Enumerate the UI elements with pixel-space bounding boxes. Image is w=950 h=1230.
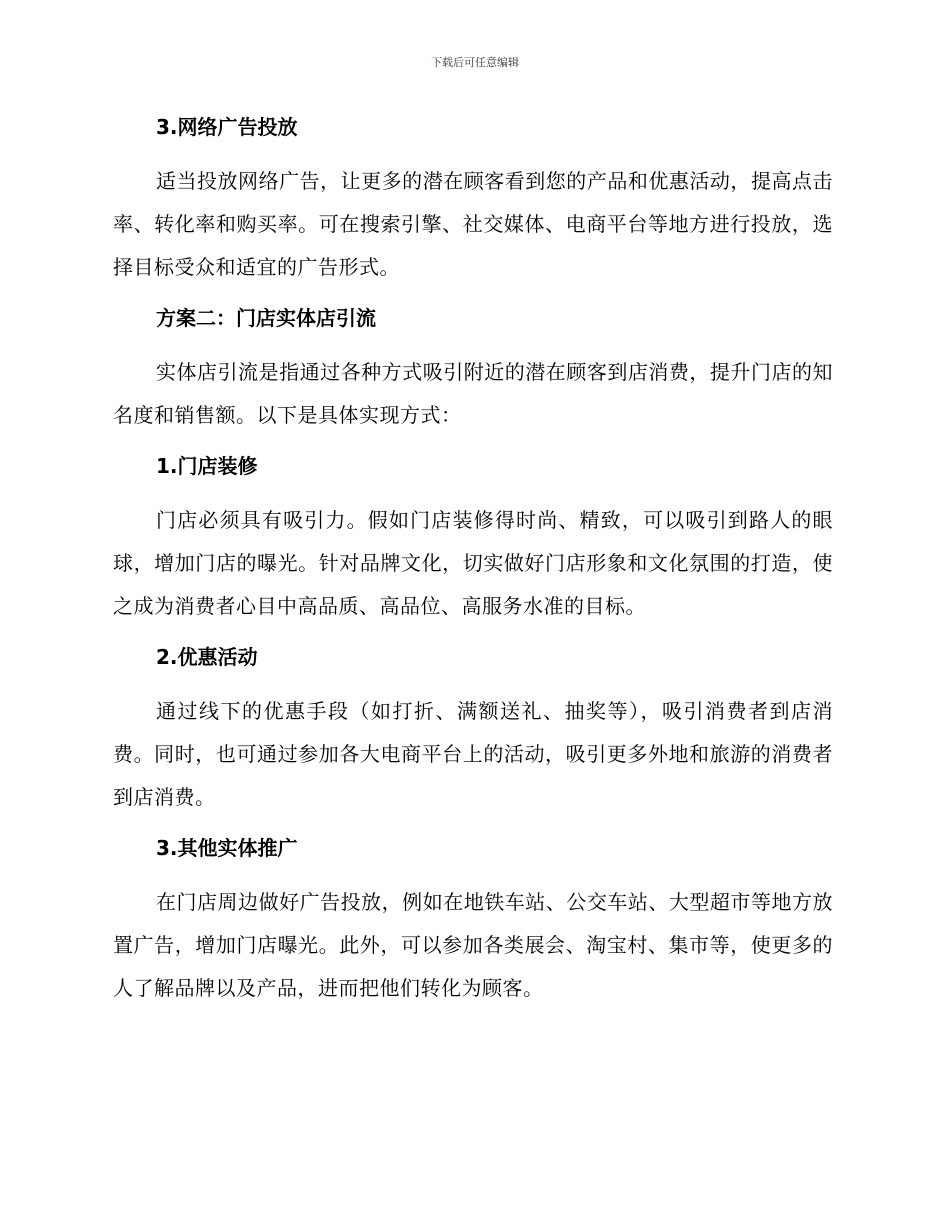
paragraph-network-ads: 适当投放网络广告，让更多的潜在顾客看到您的产品和优惠活动，提高点击率、转化率和购买率。可在搜索引擎、社交媒体、电商平台等地方进行投放，选择目标受众和适宜的广告形式。 [113, 169, 833, 279]
document-body [113, 112, 833, 1024]
section-heading-other-promotion: 3.其他实体推广 [156, 836, 298, 860]
paragraph-store-decoration: 门店必须具有吸引力。假如门店装修得时尚、精致，可以吸引到路人的眼球，增加门店的曝光。针对品牌文化，切实做好门店形象和文化氛围的打造，使之成为消费者心目中高品质、高品位、高服务水准的目标。 [113, 508, 833, 618]
section-heading-store-decoration: 1.门店装修 [156, 454, 258, 478]
paragraph-other-promotion: 在门店周边做好广告投放，例如在地铁车站、公交车站、大型超市等地方放置广告，增加门店曝光。此外，可以参加各类展会、淘宝村、集市等，使更多的人了解品牌以及产品，进而把他们转化为顾客。 [113, 890, 833, 1000]
paragraph-plan-two: 实体店引流是指通过各种方式吸引附近的潜在顾客到店消费，提升门店的知名度和销售额。以下是具体实现方式： [113, 360, 833, 427]
page-header: 下载后可任意编辑 [431, 56, 519, 69]
section-heading-plan-two: 方案二：门店实体店引流 [156, 306, 376, 330]
section-heading-network-ads: 3.网络广告投放 [156, 115, 298, 139]
paragraph-promotions: 通过线下的优惠手段（如打折、满额送礼、抽奖等），吸引消费者到店消费。同时，也可通过参加各大电商平台上的活动，吸引更多外地和旅游的消费者到店消费。 [113, 699, 833, 809]
section-heading-promotions: 2.优惠活动 [156, 645, 258, 669]
